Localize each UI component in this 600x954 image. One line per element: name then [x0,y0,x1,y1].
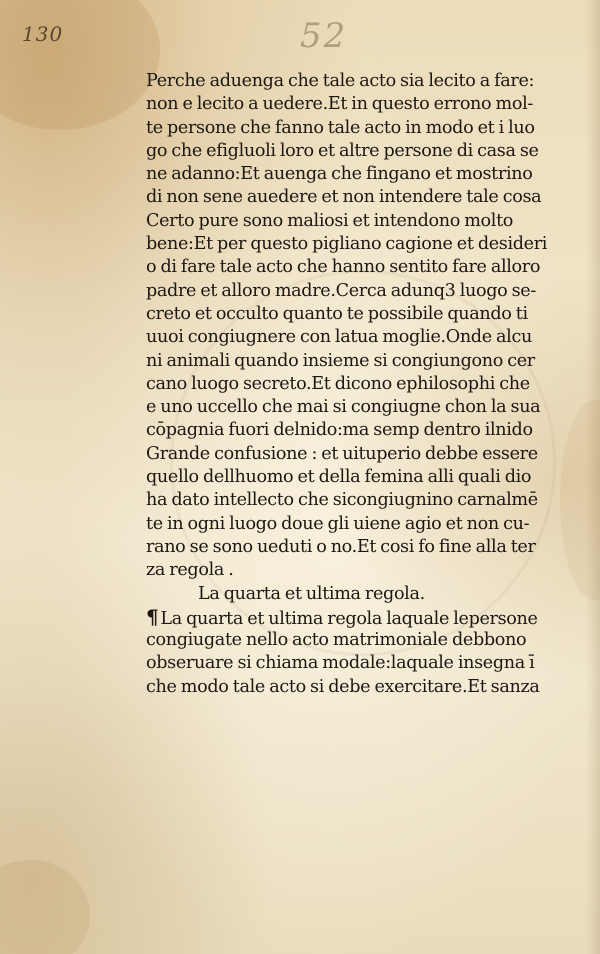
pilcrow-mark: ¶ [146,604,159,629]
text-line: te persone che fanno tale acto in modo et i luo [146,117,535,138]
text-line: cōpagnia fuori delnido:ma semp dentro ilnido [146,420,533,441]
paragraph-first-line [146,606,566,629]
stain-bottom-left [0,860,90,954]
text-line: te in ogni luogo doue gli uiene agio et non cu- [146,513,530,534]
text-line: Perche aduenga che tale acto sia lecito a fare: [146,71,535,91]
text-line: padre et alloro madre.Cerca adunq3 luogo se- [146,280,536,301]
text-line: e uno uccello che mai si congiugne chon la sua [146,397,541,418]
text-line: obseruare si chiama modale:laquale insegna ī [146,653,535,674]
text-line: La quarta et ultima regola laquale lepersone [160,608,538,629]
text-line: che modo tale acto si debe exercitare.Et sanza [146,676,540,697]
text-line: cano luogo secreto.Et dicono ephilosophi che [146,373,530,394]
text-line: go che efigluoli loro et altre persone di casa se [146,140,539,161]
corner-page-number: 130 [22,22,64,46]
text-line: uuoi congiugnere con latua moglie.Onde alcu [146,327,532,348]
text-line: congiugate nello acto matrimoniale debbono [146,630,527,651]
text-line: non e lecito a uedere.Et in questo errono mol- [146,94,533,115]
text-line: ni animali quando insieme si congiungono cer [146,350,535,371]
text-line: creto et occulto quanto te possibile quando ti [146,303,528,324]
text-line: quello dellhuomo et della femina alli quali dio [146,467,532,488]
text-line: di non sene auedere et non intendere tale cosa [146,187,542,208]
text-line: Grande confusione : et uituperio debbe essere [146,443,538,464]
folio-mark: 52 [300,16,348,56]
text-line: za regola . [146,560,234,581]
body-text [146,70,566,699]
text-line: o di fare tale acto che hanno sentito fare alloro [146,257,541,278]
text-line: ne adanno:Et auenga che fingano et mostrino [146,164,533,185]
stain-top-left [0,0,160,130]
page-edge-shadow [586,0,600,954]
text-line: Certo pure sono maliosi et intendono molto [146,210,514,231]
text-line: bene:Et per questo pigliano cagione et desideri [146,234,548,255]
section-heading: La quarta et ultima regola. [198,583,425,604]
text-line: ha dato intellecto che sicongiugnino carnalmē [146,490,538,511]
text-line: rano se sono ueduti o no.Et cosi fo fine alla ter [146,536,536,557]
